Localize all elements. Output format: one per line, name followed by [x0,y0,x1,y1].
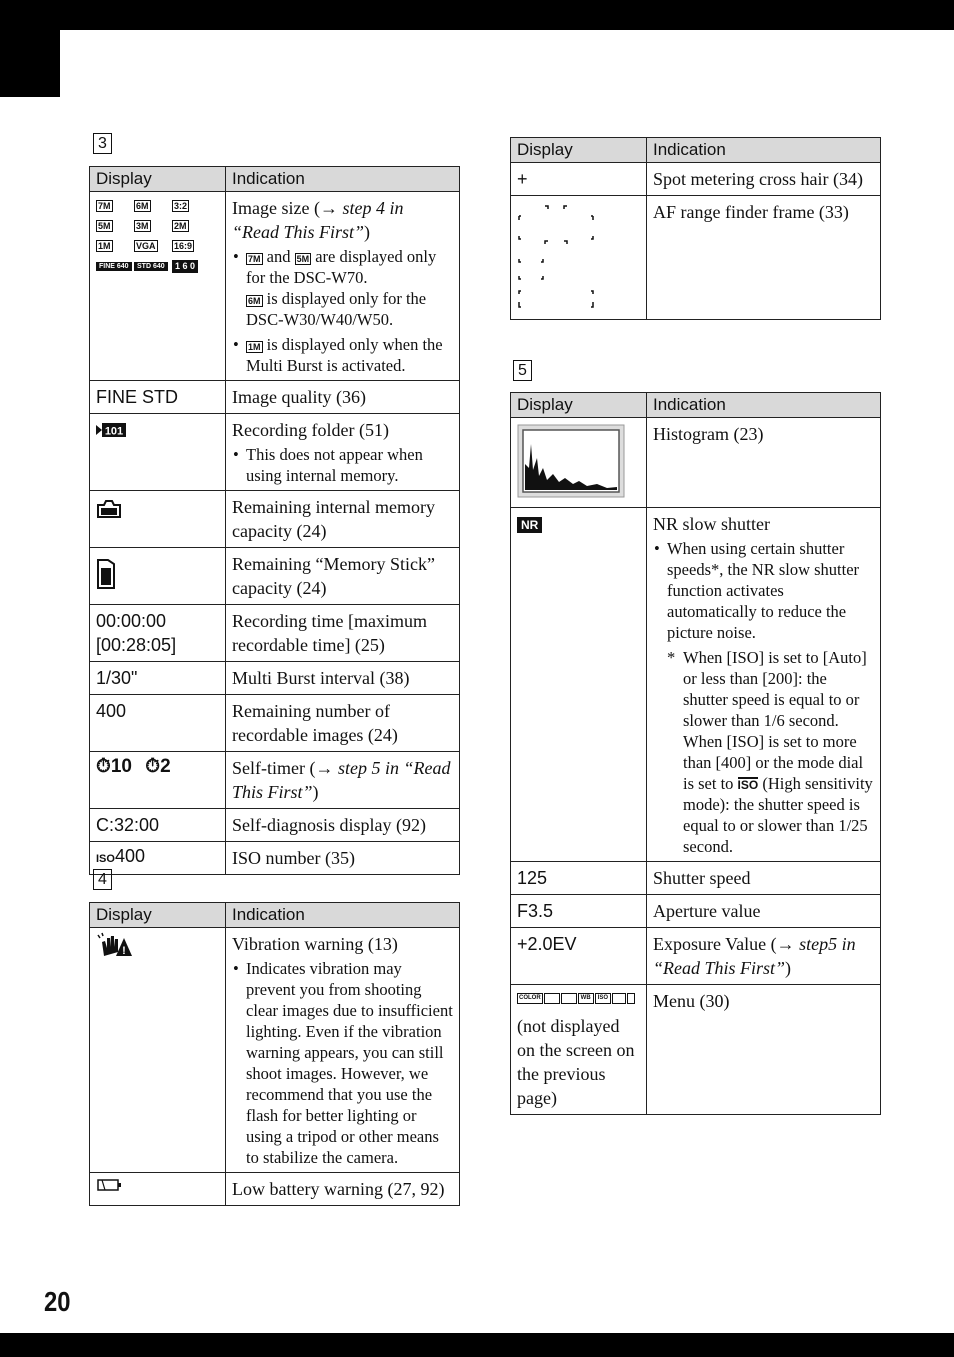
table-row [511,985,881,1115]
memory-stick-display [90,548,226,605]
image-size-5m-icon: 5M [98,221,111,231]
bottom-bar [0,1333,954,1357]
menu-display [511,985,647,1115]
self-timer-indication: Self-timer (→ step 5 in “Read This First”) [226,752,460,809]
image-size-160-icon: 1 6 0 [172,260,210,273]
table-row [90,491,460,548]
image-size-icons [90,192,226,381]
table-row [90,842,460,875]
image-size-vga-icon: VGA [136,241,156,251]
top-bar [0,0,954,30]
recording-folder-indication: Recording folder (51) • This does not appear when using internal memory. [226,414,460,491]
histogram-display [511,418,647,508]
internal-memory-icon [96,499,122,524]
section-5-marker: 5 [513,360,532,381]
remaining-images-display: 400 [90,695,226,752]
low-battery-icon [96,1177,122,1198]
image-size-7m-icon: 7M [98,201,111,211]
af-range-finder-icon [517,204,597,315]
table-header-row [511,138,881,163]
header-display: Display [511,138,647,163]
image-size-6m-icon: 6M [248,296,261,306]
recording-folder-display [90,414,226,491]
image-size-5m-icon: 5M [296,254,310,264]
image-size-indication: Image size (→ step 4 in “Read This First”) • 7M and 5M are displayed only for the DSC-W70. 6M is displayed only for the DSC-W30/W40/W50. • 1M is displayed only when the Multi Burst is activated. [226,192,460,381]
self-timer-10-icon: ⏱10 [96,756,132,777]
table-row [511,928,881,985]
header-display: Display [90,167,226,192]
nr-icon: NR [517,517,542,533]
recording-folder-icon [96,422,126,443]
table-row [90,928,460,1173]
table-row [511,163,881,196]
table-metering [510,137,881,320]
spot-metering-indication: Spot metering cross hair (34) [647,163,881,196]
image-size-1m-icon: 1M [248,342,261,352]
multi-burst-display: 1/30" [90,662,226,695]
vibration-warning-indication: Vibration warning (13) • Indicates vibration may prevent you from shooting clear images due to insufficient lighting. Even if the vibration warning appears, you can still shoot images. However, we recommend that you use the flash for better lighting or using a tripod or other means to stabilize the camera. [226,928,460,1173]
table-row [90,605,460,662]
image-size-6m-icon: 6M [136,201,149,211]
menu-display-note: (not displayed on the screen on the previous page) [517,1016,635,1108]
internal-memory-display [90,491,226,548]
list-item: • 1M is displayed only when the Multi Burst is activated. [246,334,453,376]
exposure-value-display: +2.0EV [511,928,647,985]
self-timer-display [90,752,226,809]
shutter-speed-indication: Shutter speed [647,862,881,895]
table-row [511,196,881,320]
image-size-fine-640-icon: FINE 640 [96,260,134,273]
svg-text:!: ! [122,945,126,957]
section-3-marker: 3 [93,133,112,154]
table-row [90,752,460,809]
table-header-row [90,903,460,928]
table-section-5 [510,392,881,1115]
low-battery-indication: Low battery warning (27, 92) [226,1173,460,1206]
table-row [511,895,881,928]
page-number: 20 [44,1286,71,1317]
table-row [511,862,881,895]
histogram-indication: Histogram (23) [647,418,881,508]
image-quality-display: FINE STD [90,381,226,414]
af-range-finder-indication: AF range finder frame (33) [647,196,881,320]
header-display: Display [511,393,647,418]
memory-stick-icon [96,556,116,595]
multi-burst-indication: Multi Burst interval (38) [226,662,460,695]
high-sensitivity-iso-icon: ISO [737,778,759,792]
list-item: • 7M and 5M are displayed only for the DSC-W70. 6M is displayed only for the DSC-W30/W40/W50. [246,246,453,330]
vibration-warning-icon [96,932,134,963]
header-indication: Indication [226,167,460,192]
nr-slow-shutter-indication: NR slow shutter • When using certain shutter speeds*, the NR slow shutter function activates automatically to reduce the picture noise. * When [ISO] is set to [Auto] or less than [200]: the shutter speed is equal to or slower than 1/6 second. When [ISO] is set to more than [400] or the mode dial is set to ISO (High sensitivity mode): the shutter speed is equal to or slower than 1/25 second. [647,508,881,862]
menu-bar-icon: COLOR WB ISO [517,993,640,1004]
self-diagnosis-display: C:32:00 [90,809,226,842]
remaining-images-indication: Remaining number of recordable images (24) [226,695,460,752]
shutter-speed-display: 125 [511,862,647,895]
header-indication: Indication [226,903,460,928]
image-size-1m-icon: 1M [98,241,111,251]
image-size-16-9-icon: 16:9 [174,241,193,251]
header-indication: Indication [647,138,881,163]
self-timer-2-icon: ⏱2 [145,756,171,777]
memory-stick-indication: Remaining “Memory Stick” capacity (24) [226,548,460,605]
table-row [90,414,460,491]
af-range-finder-display [511,196,647,320]
table-row [90,662,460,695]
self-diagnosis-indication: Self-diagnosis display (92) [226,809,460,842]
image-size-3m-icon: 3M [136,221,149,231]
table-row [90,809,460,842]
vibration-warning-display [90,928,226,1173]
list-item: • This does not appear when using internal memory. [246,444,453,486]
table-row [90,695,460,752]
list-item: • Indicates vibration may prevent you from shooting clear images due to insufficient lighting. Even if the vibration warning appears, you can still shoot images. However, we recommend that you use the flash for better lighting or using a tripod or other means to stabilize the camera. [246,958,453,1168]
header-display: Display [90,903,226,928]
recording-time-display: 00:00:00 [00:28:05] [90,605,226,662]
image-size-3-2-icon: 3:2 [174,201,188,211]
top-corner-block [0,0,60,97]
iso-indication: ISO number (35) [226,842,460,875]
aperture-indication: Aperture value [647,895,881,928]
footnote: * When [ISO] is set to [Auto] or less than [200]: the shutter speed is equal to or slower than 1/6 second. When [ISO] is set to more than [400] or the mode dial is set to ISO (High sensitivity mode): the shutter speed is equal to or slower than 1/25 second. [667,648,873,856]
menu-indication: Menu (30) [647,985,881,1115]
image-size-std-640-icon: STD 640 [134,260,172,273]
nr-slow-shutter-display [511,508,647,862]
table-row [511,508,881,862]
table-section-3 [89,166,460,875]
exposure-value-indication: Exposure Value (→ step5 in “Read This First”) [647,928,881,985]
table-section-4 [89,902,460,1206]
image-size-2m-icon: 2M [174,221,187,231]
table-row [90,1173,460,1206]
image-size-7m-icon: 7M [248,254,261,264]
table-row [511,418,881,508]
histogram-icon [517,424,625,503]
table-header-row [90,167,460,192]
spot-metering-display: + [511,163,647,196]
aperture-display: F3.5 [511,895,647,928]
table-row [90,381,460,414]
image-quality-indication: Image quality (36) [226,381,460,414]
section-4-marker: 4 [93,869,112,890]
table-header-row [511,393,881,418]
table-row [90,548,460,605]
low-battery-display [90,1173,226,1206]
svg-text:101: 101 [104,425,124,438]
list-item: • When using certain shutter speeds*, the NR slow shutter function activates automatically to reduce the picture noise. [667,538,874,643]
iso-icon: ISO400 [96,846,145,866]
table-row [90,192,460,381]
internal-memory-indication: Remaining internal memory capacity (24) [226,491,460,548]
recording-time-indication: Recording time [maximum recordable time] (25) [226,605,460,662]
header-indication: Indication [647,393,881,418]
